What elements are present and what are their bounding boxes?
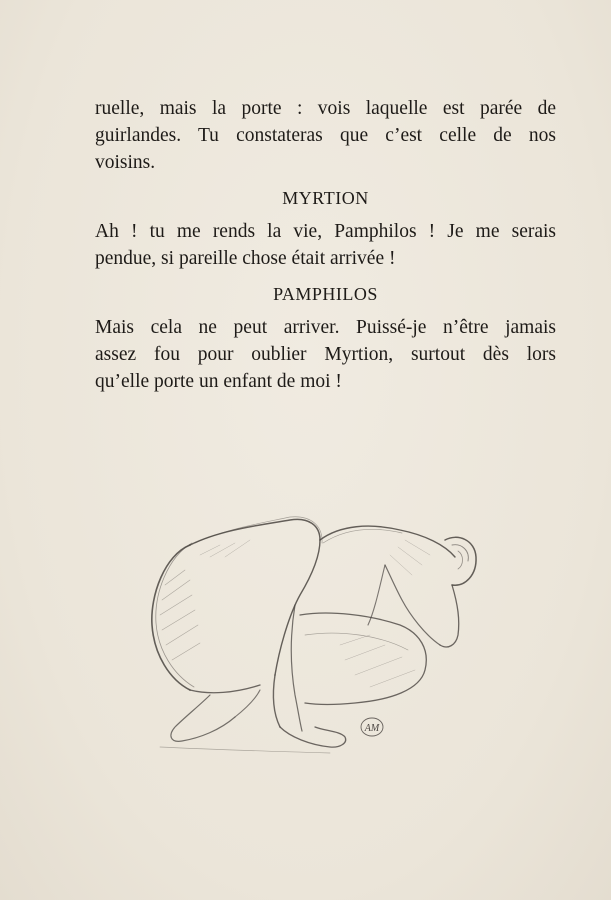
speaker-name-myrtion: MYRTION (282, 188, 369, 208)
monogram-seal (361, 718, 383, 736)
text-line: pendue, si pareille chose était arrivée ! (95, 248, 396, 269)
text-line: qu’elle porte un enfant de moi ! (95, 371, 342, 392)
paragraph-2 (95, 218, 556, 272)
text-line: guirlandes. Tu constateras que c’est celle de nos (95, 125, 556, 146)
speaker-name-pamphilos: PAMPHILOS (273, 284, 378, 304)
text-line: Mais cela ne peut arriver. Puissé-je n’être jamais (95, 317, 556, 338)
paragraph-1 (95, 95, 556, 176)
crouching-figure-drawing (140, 495, 480, 765)
dialogue-text (95, 95, 556, 395)
pencil-sketch-svg (140, 495, 480, 765)
text-line: voisins. (95, 152, 156, 173)
svg-text:AM: AM (364, 723, 380, 734)
paragraph-3 (95, 314, 556, 395)
text-line: ruelle, mais la porte : vois laquelle est parée de (95, 98, 556, 119)
text-line: assez fou pour oublier Myrtion, surtout dès lors (95, 344, 556, 365)
text-line: Ah ! tu me rends la vie, Pamphilos ! Je me serais (95, 221, 556, 242)
